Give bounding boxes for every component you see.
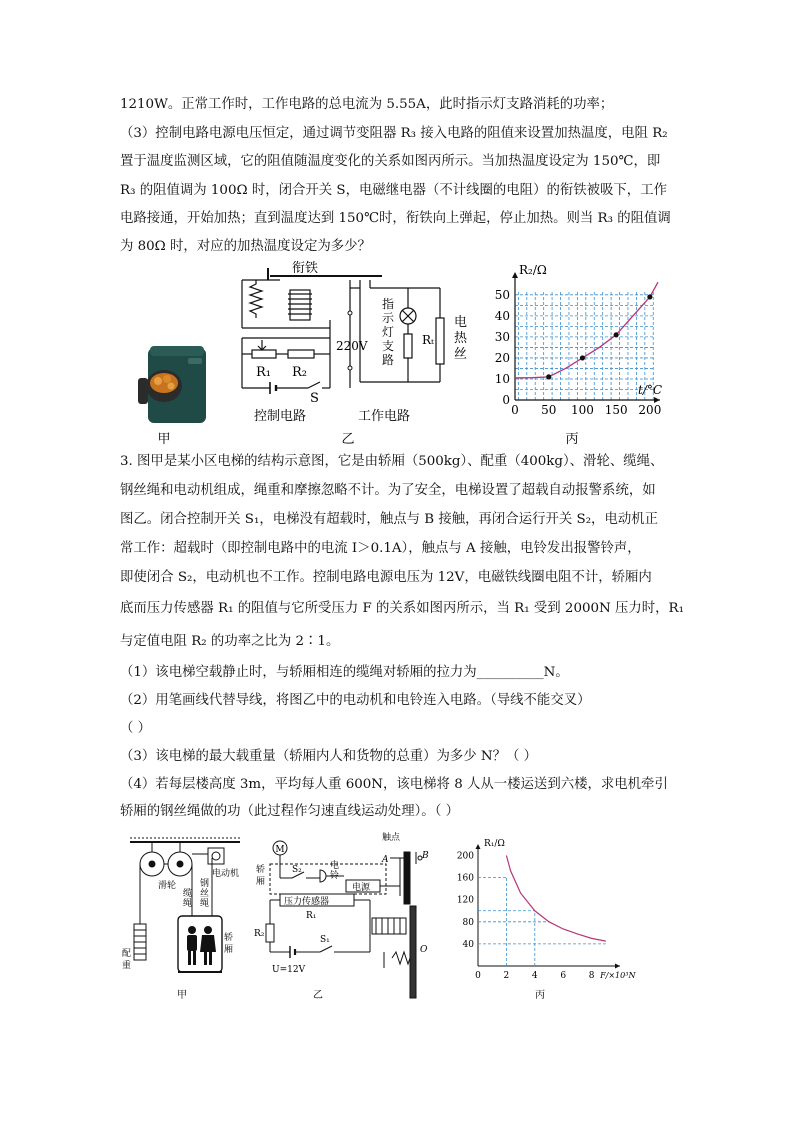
p3-line-1: 3. 图甲是某小区电梯的结构示意图，它是由轿厢（500kg）、配重（400kg）、滑轮、缆绳、 [120,454,664,469]
p3-line-2: 钢丝绳和电动机组成，绳重和摩擦忽略不计。为了安全，电梯设置了超载自动报警系统，如 [120,483,656,498]
svg-text:重: 重 [122,961,132,971]
data-point [580,355,585,360]
svg-text:绳: 绳 [200,899,210,909]
svg-text:丝: 丝 [454,347,468,362]
y-tick-label: 120 [456,895,474,906]
fig2-label-yi: 乙 [313,990,323,1001]
fig1-lamp-branch-label [382,296,395,367]
y-tick-label: 50 [494,287,510,302]
y-tick-label: 80 [462,917,474,928]
p2-line-1: 1210W。正常工作时，工作电路的总电流为 5.55A，此时指示灯支路消耗的功率； [120,97,614,112]
r2-temperature-chart [495,263,662,417]
fig2-sensor-label: 压力传感器 [284,897,330,907]
fig2-label-bing: 丙 [535,990,545,1001]
p3-question-2: （2）用笔画线代替导线，将图乙中的电动机和电铃连入电路。（导线不能交叉） [120,693,591,708]
p3-line-3: 图乙。闭合控制开关 S₁，电梯没有超载时，触点与 B 接触，再闭合运行开关 S₂，电动机正 [120,512,659,527]
fig1-220v-label: 220V [336,339,368,353]
p2-line-2: （3）控制电路电源电压恒定，通过调节变阻器 R₃ 接入电路的阻值来设置加热温度，电阻 R₂ [120,126,668,141]
y-tick-label: 40 [494,308,510,323]
p3-question-4b: 轿厢的钢丝绳做的功（此过程作匀速直线运动处理）。（ ） [120,804,460,819]
p3-line-5: 即使闭合 S₂，电动机也不工作。控制电路电源电压为 12V，电磁铁线圈电阻不计，轿厢内 [120,570,652,585]
x-axis-label: t/°C [638,383,663,397]
svg-text:丝: 丝 [200,889,210,899]
x-tick-label: 4 [531,971,538,981]
air-fryer-image [138,346,206,423]
svg-text:路: 路 [382,353,395,367]
figure-2 [120,828,680,1008]
y-tick-label: 0 [502,393,510,407]
svg-text:钢: 钢 [200,879,210,889]
svg-text:配: 配 [122,949,132,959]
x-tick-label: 8 [588,971,595,981]
fig2-wire-rope-label [200,877,209,909]
y-axis-label: R₂/Ω [519,263,547,277]
y-tick-label: 200 [456,851,474,862]
p3-line-7: 与定值电阻 R₂ 的功率之比为 2∶1。 [120,634,340,649]
y-axis-label: R₁/Ω [484,839,505,849]
fig2-b-label: B [422,851,429,861]
fig1-label-bing: 丙 [565,432,579,447]
fig2-r2-label: R₂ [254,929,265,939]
fig2-u-label: U=12V [272,965,306,975]
fig1-s-label: S [310,391,319,406]
x-tick-label: 200 [638,403,662,417]
fig1-r2-label: R₂ [292,365,307,380]
svg-text:支: 支 [382,339,395,353]
fig1-heater-label [454,314,468,362]
fig2-car-label [224,931,233,955]
fig2-label-jia: 甲 [177,990,187,1001]
fig2-bell-label [330,859,339,881]
y-tick-label: 160 [456,873,474,884]
fig1-label-jia: 甲 [157,432,171,447]
fig2-motor-label: 电动机 [212,869,240,879]
p3-question-3: （3）该电梯的最大载重量（轿厢内人和货物的总重）为多少 N？（ ） [120,749,538,764]
data-point [546,374,551,379]
p2-line-5: 电路接通，开始加热；直到温度达到 150℃时，衔铁向上弹起，停止加热。则当 R₃ 的阻值调 [120,211,671,226]
svg-text:指: 指 [382,297,395,311]
r1-curve [506,856,605,942]
svg-text:灯: 灯 [382,325,395,339]
x-tick-label: 2 [503,971,510,981]
fig2-car-label-2 [256,863,265,887]
fig2-counterweight-label [122,948,131,971]
fig1-work-circuit-label: 工作电路 [358,409,411,424]
fig2-motor-m: M [275,845,285,855]
svg-text:厢: 厢 [224,945,234,955]
p3-question-4a: （4）若每层楼高度 3m，平均每人重 600N，该电梯将 8 人从一楼运送到六楼，求电机牵引 [120,777,668,792]
p2-line-6: 为 80Ω 时，对应的加热温度设定为多少？ [120,239,371,254]
fig1-label-yi: 乙 [341,432,355,447]
p3-line-6: 底而压力传感器 R₁ 的阻值与它所受压力 F 的关系如图丙所示，当 R₁ 受到 2000N 压力时，R₁ [120,601,684,616]
fig1-armature-label: 衔铁 [292,261,319,276]
data-point [614,332,619,337]
x-tick-label: 0 [511,403,519,417]
x-axis-label: F/×10³N [600,971,636,980]
y-tick-label: 10 [494,371,510,386]
fig2-s2-label: S₂ [292,865,302,875]
data-point [647,294,652,299]
p3-line-4: 常工作：超载时（即控制电路中的电流 I＞0.1A），触点与 A 接触，电铃发出报警铃声， [120,541,641,556]
x-tick-label: 0 [475,971,481,981]
r1-force-chart [457,839,637,981]
x-tick-label: 50 [541,403,557,417]
p2-line-3: 置于温度监测区域，它的阻值随温度变化的关系如图丙所示。当加热温度设定为 150℃，即 [120,154,661,169]
p2-line-4: R₃ 的阻值调为 100Ω 时，闭合开关 S，电磁继电器（不计线圈的电阻）的衔铁被吸下，工作 [120,183,667,198]
y-axis-arrow [476,844,481,849]
fig1-control-circuit-label: 控制电路 [254,409,307,424]
figure-1 [120,258,680,458]
fig1-rt-label: Rₜ [422,333,434,347]
svg-text:电: 电 [454,315,468,330]
fig2-cable-label [183,887,192,909]
svg-text:轿: 轿 [256,865,266,875]
x-tick-label: 100 [570,403,594,417]
fig2-power-label: 电源 [352,883,371,893]
svg-text:轿: 轿 [224,933,234,943]
y-tick-label: 30 [494,329,510,344]
fig2-a-label: A [382,855,389,865]
y-axis-arrow [512,272,518,278]
fig2-s1-label: S₁ [320,935,330,945]
svg-text:厢: 厢 [256,877,266,887]
svg-text:缆: 缆 [183,889,193,899]
svg-text:铃: 铃 [330,871,340,881]
y-tick-label: 40 [462,939,474,950]
y-tick-label: 20 [494,350,510,365]
fig1-r1-label: R₁ [256,365,271,380]
svg-text:热: 热 [454,331,468,346]
x-axis-arrow [615,964,620,969]
p3-question-1: （1）该电梯空载静止时，与轿厢相连的缆绳对轿厢的拉力为__________N。 [120,665,569,680]
fig2-contact-label: 触点 [382,833,401,843]
svg-text:绳: 绳 [183,899,193,909]
p3-question-2-answer: （ ） [120,721,152,736]
svg-text:示: 示 [382,311,395,325]
x-tick-label: 150 [604,403,628,417]
svg-text:电: 电 [330,861,340,871]
x-tick-label: 6 [560,971,567,981]
fig2-r1-label: R₁ [306,911,317,921]
fig2-o-label: O [420,945,428,955]
relay-circuit [242,268,444,394]
fig2-pulley-label: 滑轮 [158,881,177,891]
